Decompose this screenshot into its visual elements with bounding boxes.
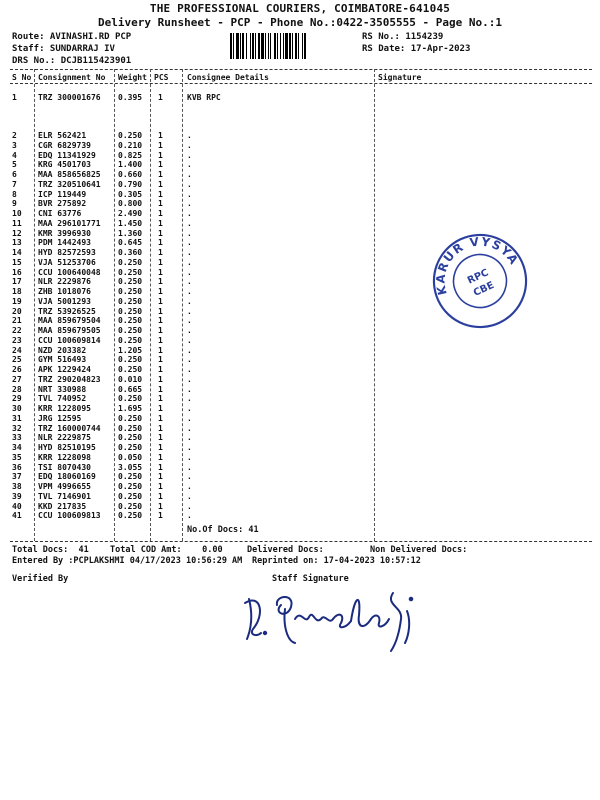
row-weight: 0.645	[118, 238, 143, 248]
row-pieces: 1	[158, 170, 163, 179]
row-consignee-details: .	[187, 199, 192, 209]
row-pieces: 1	[158, 93, 163, 102]
staff-label: Staff: SUNDARRAJ IV	[12, 44, 115, 54]
row-consignee-details: .	[187, 423, 192, 433]
non-delivered-docs: Non Delivered Docs:	[370, 545, 468, 555]
stamp-line-rpc: RPC	[465, 267, 491, 287]
row-weight: 2.490	[118, 209, 143, 218]
row-consignee-details: .	[187, 413, 192, 423]
row-weight: 0.250	[118, 257, 143, 267]
company-title: THE PROFESSIONAL COURIERS, COIMBATORE-641045	[149, 2, 451, 15]
drs-number: DRS No.: DCJB115423901	[12, 56, 132, 66]
row-pieces: 1	[158, 491, 163, 501]
table-row	[0, 424, 600, 434]
row-consignee-details: .	[187, 238, 192, 248]
row-pieces: 1	[158, 287, 163, 296]
row-consignee-details: KVB RPC	[187, 93, 221, 102]
row-consignee-details: .	[187, 511, 192, 521]
row-serial-number: 7	[12, 179, 17, 189]
table-row	[0, 170, 600, 180]
table-header-rule	[10, 83, 592, 84]
barcode-image	[230, 33, 352, 59]
table-row	[0, 336, 600, 346]
row-consignment-number: TVL 740952	[38, 394, 87, 404]
row-pieces: 1	[158, 335, 163, 345]
row-pieces: 1	[158, 140, 163, 150]
row-pieces: 1	[158, 384, 163, 394]
row-pieces: 1	[158, 150, 163, 160]
row-consignee-details: .	[187, 150, 192, 160]
row-weight: 0.250	[118, 423, 143, 433]
row-consignee-details: .	[187, 218, 192, 228]
row-pieces: 1	[158, 228, 163, 238]
row-pieces: 1	[158, 394, 163, 404]
row-weight: 0.250	[118, 472, 143, 482]
row-pieces: 1	[158, 257, 163, 267]
table-row	[0, 414, 600, 424]
row-serial-number: 1	[12, 93, 17, 102]
row-consignee-details: .	[187, 443, 192, 452]
table-row	[0, 443, 600, 453]
row-pieces: 1	[158, 296, 163, 306]
row-weight: 0.250	[118, 482, 143, 491]
row-consignee-details: .	[187, 189, 192, 199]
bank-stamp-image	[431, 232, 529, 330]
row-pieces: 1	[158, 472, 163, 482]
row-consignee-details: .	[187, 384, 192, 394]
row-consignment-number: ZHB 1018076	[38, 287, 91, 296]
row-weight: 0.250	[118, 491, 143, 501]
table-row	[0, 160, 600, 170]
row-serial-number: 30	[12, 404, 22, 413]
table-top-rule	[10, 69, 592, 70]
runsheet-title: Delivery Runsheet - PCP - Phone No.:0422-3505555 - Page No.:1	[98, 16, 502, 29]
row-pieces: 1	[158, 131, 163, 140]
row-serial-number: 12	[12, 228, 22, 238]
row-consignment-number: TVL 7146901	[38, 491, 91, 501]
row-serial-number: 6	[12, 170, 17, 179]
table-row	[0, 141, 600, 151]
row-consignment-number: MAA 859679505	[38, 326, 101, 335]
row-serial-number: 28	[12, 384, 22, 394]
row-consignment-number: EDQ 18060169	[38, 472, 96, 482]
table-row	[0, 453, 600, 463]
route-label: Route: AVINASHI.RD PCP	[12, 32, 132, 42]
row-weight: 0.790	[118, 179, 143, 189]
table-row	[0, 502, 600, 512]
row-pieces: 1	[158, 443, 163, 452]
row-weight: 0.660	[118, 170, 143, 179]
row-weight: 0.250	[118, 326, 143, 335]
entered-by: Entered By :PCPLAKSHMI 04/17/2023 10:56:29 AM	[12, 556, 243, 566]
row-weight: 0.250	[118, 296, 143, 306]
row-serial-number: 34	[12, 443, 22, 452]
row-pieces: 1	[158, 209, 163, 218]
row-consignment-number: PDM 1442493	[38, 238, 91, 248]
row-weight: 0.250	[118, 306, 143, 316]
row-consignee-details: .	[187, 345, 192, 355]
row-serial-number: 26	[12, 365, 22, 374]
row-serial-number: 8	[12, 189, 17, 199]
row-serial-number: 11	[12, 218, 22, 228]
row-pieces: 1	[158, 511, 163, 521]
row-weight: 0.050	[118, 452, 143, 462]
rs-date: RS Date: 17-Apr-2023	[362, 44, 471, 54]
row-weight: 1.695	[118, 404, 143, 413]
row-consignment-number: CCU 100640048	[38, 267, 101, 277]
row-serial-number: 9	[12, 199, 17, 209]
row-serial-number: 10	[12, 209, 22, 218]
table-row	[0, 375, 600, 385]
row-consignee-details: .	[187, 462, 192, 472]
row-consignee-details: .	[187, 131, 192, 140]
row-weight: 0.250	[118, 131, 143, 140]
row-consignee-details: .	[187, 472, 192, 482]
row-pieces: 1	[158, 316, 163, 326]
total-docs: Total Docs: 41	[12, 545, 89, 555]
table-row	[0, 190, 600, 200]
row-pieces: 1	[158, 345, 163, 355]
row-consignment-number: NLR 2229876	[38, 277, 91, 287]
table-row	[0, 151, 600, 161]
table-row	[0, 433, 600, 443]
column-header-sno: S No	[12, 73, 32, 82]
row-weight: 1.400	[118, 160, 143, 170]
row-consignment-number: BVR 275892	[38, 199, 87, 209]
row-weight: 1.205	[118, 345, 143, 355]
row-consignment-number: VJA 5001293	[38, 296, 91, 306]
table-row	[0, 385, 600, 395]
row-serial-number: 41	[12, 511, 22, 521]
row-pieces: 1	[158, 462, 163, 472]
row-pieces: 1	[158, 218, 163, 228]
row-consignee-details: .	[187, 140, 192, 150]
row-serial-number: 37	[12, 472, 22, 482]
row-pieces: 1	[158, 326, 163, 335]
row-serial-number: 3	[12, 140, 17, 150]
row-consignee-details: .	[187, 179, 192, 189]
column-header-pcs: PCS	[154, 73, 169, 82]
row-pieces: 1	[158, 374, 163, 384]
row-weight: 0.250	[118, 511, 143, 521]
row-serial-number: 35	[12, 452, 22, 462]
row-consignment-number: APK 1229424	[38, 365, 91, 374]
row-serial-number: 32	[12, 423, 22, 433]
row-weight: 0.665	[118, 384, 143, 394]
table-row	[0, 472, 600, 482]
row-consignment-number: NRT 330988	[38, 384, 87, 394]
row-consignment-number: TRZ 160000744	[38, 423, 101, 433]
row-pieces: 1	[158, 160, 163, 170]
row-pieces: 1	[158, 306, 163, 316]
row-pieces: 1	[158, 189, 163, 199]
row-weight: 0.395	[118, 93, 143, 102]
table-row	[0, 131, 600, 141]
row-consignment-number: NLR 2229875	[38, 433, 91, 443]
row-weight: 0.305	[118, 189, 143, 199]
row-pieces: 1	[158, 355, 163, 365]
row-consignee-details: .	[187, 277, 192, 287]
row-pieces: 1	[158, 179, 163, 189]
row-consignee-details: .	[187, 306, 192, 316]
row-weight: 0.010	[118, 374, 143, 384]
table-row	[0, 394, 600, 404]
row-weight: 0.800	[118, 199, 143, 209]
row-consignee-details: .	[187, 491, 192, 501]
column-header-signature: Signature	[378, 73, 422, 82]
row-consignment-number: KRR 1228098	[38, 452, 91, 462]
row-serial-number: 24	[12, 345, 22, 355]
table-row	[0, 511, 600, 521]
row-weight: 0.250	[118, 355, 143, 365]
row-serial-number: 20	[12, 306, 22, 316]
row-serial-number: 25	[12, 355, 22, 365]
row-consignment-number: VJA 51253706	[38, 257, 96, 267]
row-consignment-number: TRZ 290204823	[38, 374, 101, 384]
row-pieces: 1	[158, 404, 163, 413]
row-consignee-details: .	[187, 501, 192, 511]
row-pieces: 1	[158, 413, 163, 423]
rs-number: RS No.: 1154239	[362, 32, 444, 42]
column-header-consignment: Consignment No	[38, 73, 106, 82]
row-consignment-number: MAA 859679504	[38, 316, 101, 326]
table-row	[0, 346, 600, 356]
staff-signature-label: Staff Signature	[272, 574, 349, 584]
column-header-weight: Weight	[118, 73, 147, 82]
row-serial-number: 36	[12, 462, 22, 472]
row-consignment-number: KMR 3996930	[38, 228, 91, 238]
row-consignment-number: TRZ 320510641	[38, 179, 101, 189]
row-consignee-details: .	[187, 365, 192, 374]
row-consignment-number: KRR 1228095	[38, 404, 91, 413]
row-consignment-number: NZD 203382	[38, 345, 87, 355]
row-weight: 0.250	[118, 394, 143, 404]
row-consignment-number: ICP 119449	[38, 189, 87, 199]
row-serial-number: 39	[12, 491, 22, 501]
row-weight: 0.250	[118, 267, 143, 277]
row-serial-number: 15	[12, 257, 22, 267]
table-row	[0, 492, 600, 502]
row-pieces: 1	[158, 423, 163, 433]
row-pieces: 1	[158, 452, 163, 462]
no-of-docs: No.Of Docs: 41	[187, 525, 259, 535]
row-consignee-details: .	[187, 433, 192, 443]
row-consignment-number: HYD 82572593	[38, 248, 96, 257]
row-consignee-details: .	[187, 248, 192, 257]
row-consignee-details: .	[187, 355, 192, 365]
row-pieces: 1	[158, 267, 163, 277]
row-consignee-details: .	[187, 209, 192, 218]
row-consignment-number: CCU 100609813	[38, 511, 101, 521]
row-weight: 0.250	[118, 316, 143, 326]
stamp-bank-text: KARUR VYSYA	[433, 234, 522, 297]
handwritten-signature-image	[235, 585, 435, 655]
column-header-consignee: Consignee Details	[187, 73, 269, 82]
row-consignment-number: TSI 8070430	[38, 462, 91, 472]
reprinted-on: Reprinted on: 17-04-2023 10:57:12	[252, 556, 421, 566]
row-pieces: 1	[158, 365, 163, 374]
verified-by-label: Verified By	[12, 574, 69, 584]
table-row	[0, 209, 600, 219]
row-pieces: 1	[158, 482, 163, 491]
row-weight: 0.250	[118, 443, 143, 452]
row-serial-number: 29	[12, 394, 22, 404]
row-consignment-number: JRG 12595	[38, 413, 82, 423]
table-row	[0, 365, 600, 375]
row-weight: 1.360	[118, 228, 143, 238]
row-consignee-details: .	[187, 335, 192, 345]
row-consignment-number: TRZ 53926525	[38, 306, 96, 316]
table-bottom-rule	[10, 541, 592, 542]
table-row	[0, 355, 600, 365]
row-weight: 0.825	[118, 150, 143, 160]
table-row	[0, 463, 600, 473]
table-row	[0, 219, 600, 229]
delivered-docs: Delivered Docs:	[247, 545, 324, 555]
row-weight: 0.210	[118, 140, 143, 150]
row-consignment-number: ELR 562421	[38, 131, 87, 140]
table-row	[0, 199, 600, 209]
row-consignment-number: KKD 217835	[38, 501, 87, 511]
row-serial-number: 5	[12, 160, 17, 170]
row-consignment-number: KRG 4501703	[38, 160, 91, 170]
row-weight: 0.250	[118, 501, 143, 511]
row-pieces: 1	[158, 433, 163, 443]
row-serial-number: 14	[12, 248, 22, 257]
row-consignee-details: .	[187, 374, 192, 384]
row-consignee-details: .	[187, 404, 192, 413]
total-cod-amount: Total COD Amt: 0.00	[110, 545, 223, 555]
row-pieces: 1	[158, 238, 163, 248]
row-pieces: 1	[158, 248, 163, 257]
row-weight: 0.250	[118, 413, 143, 423]
row-serial-number: 19	[12, 296, 22, 306]
row-consignment-number: GYM 516493	[38, 355, 87, 365]
row-weight: 0.250	[118, 277, 143, 287]
row-consignee-details: .	[187, 257, 192, 267]
row-consignment-number: MAA 296101771	[38, 218, 101, 228]
table-row	[0, 93, 600, 103]
row-consignee-details: .	[187, 296, 192, 306]
row-serial-number: 21	[12, 316, 22, 326]
row-serial-number: 23	[12, 335, 22, 345]
row-serial-number: 38	[12, 482, 22, 491]
row-weight: 0.250	[118, 335, 143, 345]
row-consignment-number: VPM 4996655	[38, 482, 91, 491]
row-pieces: 1	[158, 277, 163, 287]
row-pieces: 1	[158, 199, 163, 209]
row-consignee-details: .	[187, 267, 192, 277]
row-serial-number: 13	[12, 238, 22, 248]
row-consignment-number: TRZ 300001676	[38, 93, 101, 102]
row-weight: 0.250	[118, 433, 143, 443]
stamp-line-cbe: CBE	[471, 279, 496, 299]
row-consignee-details: .	[187, 316, 192, 326]
row-consignee-details: .	[187, 228, 192, 238]
table-row	[0, 482, 600, 492]
row-serial-number: 16	[12, 267, 22, 277]
row-consignment-number: MAA 858656825	[38, 170, 101, 179]
row-weight: 0.250	[118, 287, 143, 296]
row-consignee-details: .	[187, 170, 192, 179]
row-consignment-number: CCU 100609814	[38, 335, 101, 345]
row-weight: 0.250	[118, 365, 143, 374]
row-serial-number: 18	[12, 287, 22, 296]
row-consignee-details: .	[187, 452, 192, 462]
row-weight: 3.055	[118, 462, 143, 472]
row-pieces: 1	[158, 501, 163, 511]
row-serial-number: 17	[12, 277, 22, 287]
table-row	[0, 180, 600, 190]
row-serial-number: 33	[12, 433, 22, 443]
row-serial-number: 31	[12, 413, 22, 423]
row-serial-number: 2	[12, 131, 17, 140]
row-consignee-details: .	[187, 482, 192, 491]
row-consignee-details: .	[187, 326, 192, 335]
row-consignee-details: .	[187, 287, 192, 296]
row-serial-number: 27	[12, 374, 22, 384]
row-consignment-number: HYD 82510195	[38, 443, 96, 452]
row-serial-number: 22	[12, 326, 22, 335]
row-consignee-details: .	[187, 160, 192, 170]
row-consignee-details: .	[187, 394, 192, 404]
row-serial-number: 40	[12, 501, 22, 511]
row-consignment-number: CGR 6829739	[38, 140, 91, 150]
table-row	[0, 404, 600, 414]
row-consignment-number: EDQ 11341929	[38, 150, 96, 160]
row-consignment-number: CNI 63776	[38, 209, 82, 218]
row-weight: 1.450	[118, 218, 143, 228]
row-weight: 0.360	[118, 248, 143, 257]
row-serial-number: 4	[12, 150, 17, 160]
